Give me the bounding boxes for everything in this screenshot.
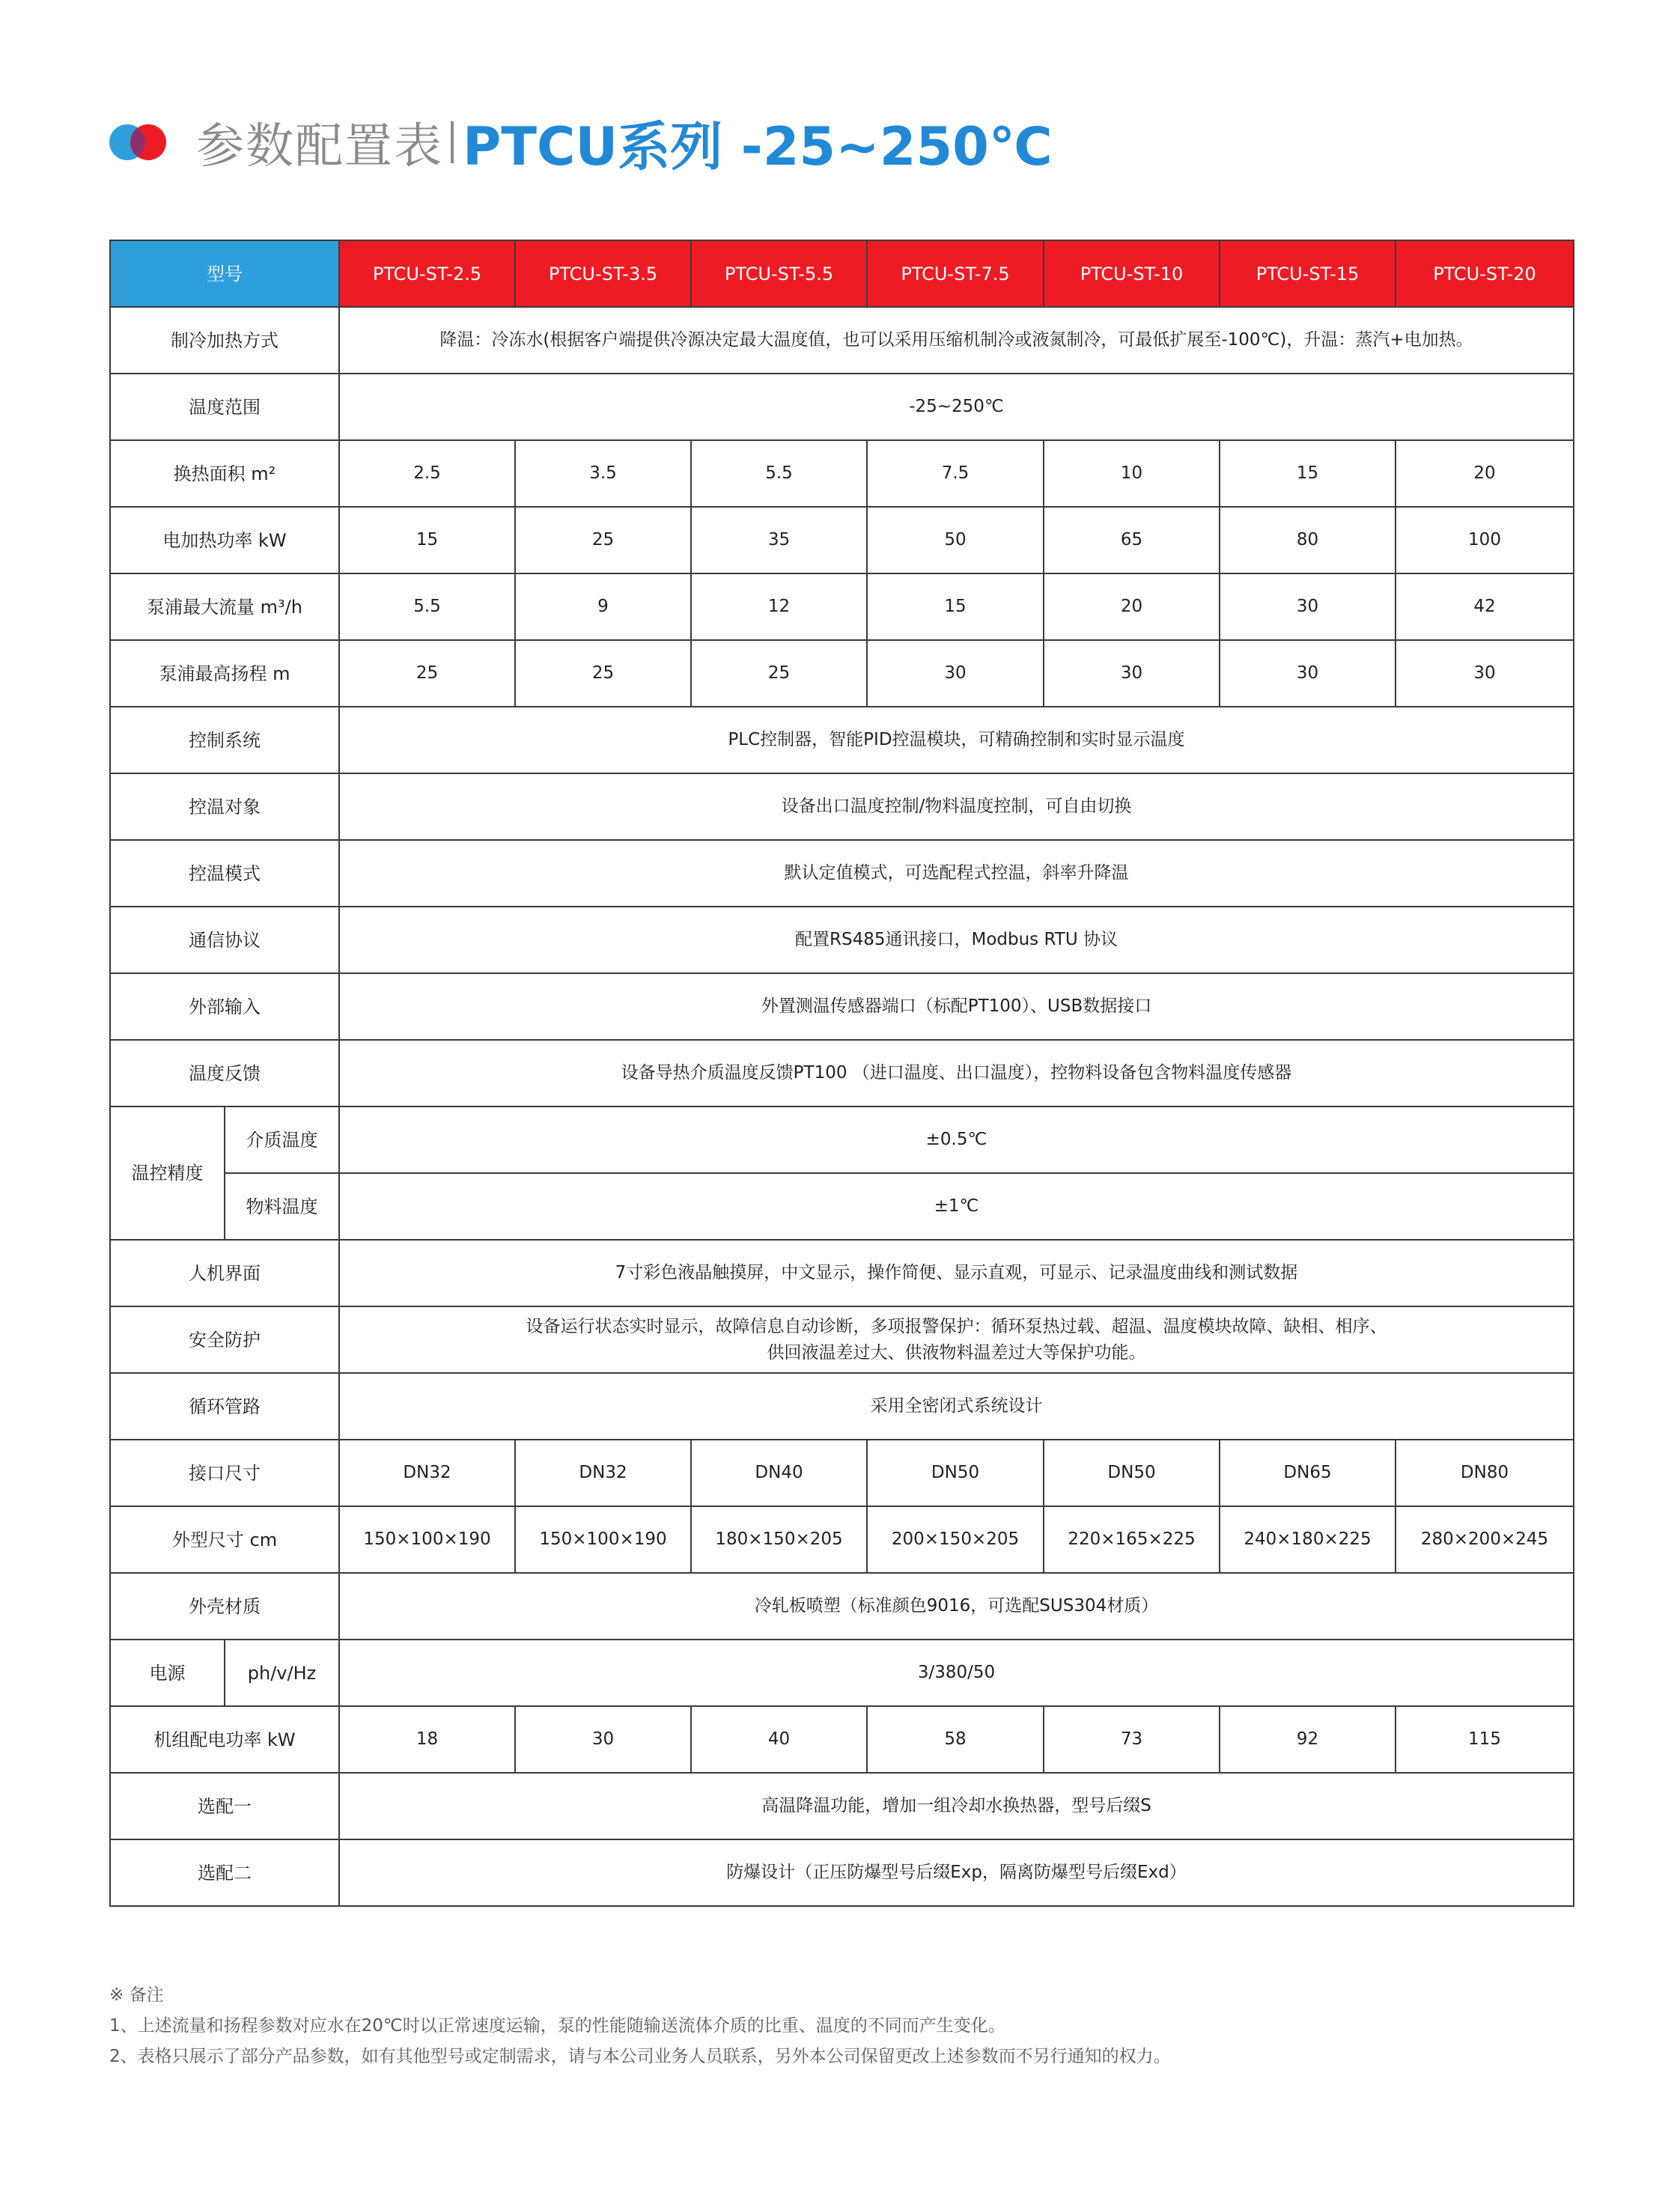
table-row xyxy=(110,374,1574,440)
table-row xyxy=(110,573,1574,640)
brand-logo-icon xyxy=(109,121,169,163)
table-cell: 18 xyxy=(339,1706,515,1773)
table-cell: 2.5 xyxy=(339,440,515,507)
row-value-line: 设备运行状态实时显示，故障信息自动诊断，多项报警保护：循环泵热过载、超温、温度模块故障、缺相、相序、 xyxy=(526,1317,1387,1336)
row-label: 温度范围 xyxy=(110,374,339,440)
title-series: PTCU系列 -25~250℃ xyxy=(463,115,1053,177)
table-cell: DN40 xyxy=(691,1440,867,1506)
table-cell: 92 xyxy=(1220,1706,1396,1773)
table-cell: 10 xyxy=(1044,440,1220,507)
table-cell: 50 xyxy=(867,507,1044,573)
model-header-cell: 型号 xyxy=(110,240,339,307)
row-value xyxy=(339,1306,1574,1373)
table-row xyxy=(110,1240,1574,1306)
table-row xyxy=(110,1040,1574,1106)
table-row xyxy=(110,707,1574,773)
table-cell: 80 xyxy=(1220,507,1396,573)
row-label: 选配一 xyxy=(110,1773,339,1839)
table-cell: 12 xyxy=(691,573,867,640)
table-row xyxy=(110,440,1574,507)
table-cell: 200×150×205 xyxy=(867,1506,1044,1573)
spec-table xyxy=(109,240,1574,1907)
row-value: 设备导热介质温度反馈PT100 （进口温度、出口温度），控物料设备包含物料温度传感器 xyxy=(339,1040,1574,1106)
table-row xyxy=(110,840,1574,907)
table-cell: 3.5 xyxy=(515,440,691,507)
row-value: 冷轧板喷塑（标准颜色9016，可选配SUS304材质） xyxy=(339,1573,1574,1640)
sub-label: 物料温度 xyxy=(225,1173,339,1240)
sub-label: 介质温度 xyxy=(225,1106,339,1173)
row-value: 设备出口温度控制/物料温度控制，可自由切换 xyxy=(339,773,1574,840)
row-label: 人机界面 xyxy=(110,1240,339,1306)
table-cell: 30 xyxy=(1396,640,1574,707)
table-cell: 15 xyxy=(867,573,1044,640)
table-cell: 5.5 xyxy=(339,573,515,640)
notes-title: ※ 备注 xyxy=(109,1985,164,2005)
table-cell: 40 xyxy=(691,1706,867,1773)
table-row xyxy=(110,1306,1574,1373)
row-label: 控温模式 xyxy=(110,840,339,907)
note-line: 2、表格只展示了部分产品参数，如有其他型号或定制需求，请与本公司业务人员联系，另外本公司保留更改上述参数而不另行通知的权力。 xyxy=(109,2047,1171,2066)
table-cell: 20 xyxy=(1396,440,1574,507)
table-cell: 30 xyxy=(1220,640,1396,707)
table-cell: 220×165×225 xyxy=(1044,1506,1220,1573)
row-label: 控制系统 xyxy=(110,707,339,773)
table-cell: 58 xyxy=(867,1706,1044,1773)
note-line: 1、上述流量和扬程参数对应水在20℃时以正常速度运输，泵的性能随输送流体介质的比重、温度的不同而产生变化。 xyxy=(109,2016,1005,2036)
model-cell: PTCU-ST-20 xyxy=(1396,240,1574,307)
table-row xyxy=(110,1373,1574,1440)
table-row xyxy=(110,1440,1574,1506)
table-cell: 100 xyxy=(1396,507,1574,573)
table-cell: 9 xyxy=(515,573,691,640)
model-cell: PTCU-ST-3.5 xyxy=(515,240,691,307)
model-cell: PTCU-ST-2.5 xyxy=(339,240,515,307)
table-row xyxy=(110,1506,1574,1573)
row-label: 机组配电功率 kW xyxy=(110,1706,339,1773)
row-value: 外置测温传感器端口（标配PT100）、USB数据接口 xyxy=(339,973,1574,1040)
model-cell: PTCU-ST-5.5 xyxy=(691,240,867,307)
table-row xyxy=(110,1573,1574,1640)
notes-section xyxy=(109,1980,1573,2072)
table-header-row xyxy=(110,240,1574,307)
row-label: 通信协议 xyxy=(110,907,339,973)
table-cell: 15 xyxy=(339,507,515,573)
row-label: 外型尺寸 cm xyxy=(110,1506,339,1573)
row-label: 安全防护 xyxy=(110,1306,339,1373)
row-value: ±0.5℃ xyxy=(339,1106,1574,1173)
table-cell: 35 xyxy=(691,507,867,573)
table-row xyxy=(110,1706,1574,1773)
row-value: 7寸彩色液晶触摸屏，中文显示，操作简便、显示直观，可显示、记录温度曲线和测试数据 xyxy=(339,1240,1574,1306)
table-row xyxy=(110,307,1574,374)
table-row xyxy=(110,1106,1574,1173)
table-cell: 5.5 xyxy=(691,440,867,507)
row-label: 外部输入 xyxy=(110,973,339,1040)
table-cell: 42 xyxy=(1396,573,1574,640)
table-cell: 30 xyxy=(1220,573,1396,640)
row-label: 控温对象 xyxy=(110,773,339,840)
row-label: 接口尺寸 xyxy=(110,1440,339,1506)
row-label: 换热面积 m² xyxy=(110,440,339,507)
table-cell: 150×100×190 xyxy=(515,1506,691,1573)
table-cell: 240×180×225 xyxy=(1220,1506,1396,1573)
row-label: 电源 xyxy=(110,1640,225,1706)
row-label: 温度反馈 xyxy=(110,1040,339,1106)
row-value: 3/380/50 xyxy=(339,1640,1574,1706)
page-title xyxy=(196,105,1053,180)
table-cell: DN80 xyxy=(1396,1440,1574,1506)
row-label: 制冷加热方式 xyxy=(110,307,339,374)
table-cell: 25 xyxy=(339,640,515,707)
table-row xyxy=(110,640,1574,707)
table-row xyxy=(110,1773,1574,1839)
table-cell: 7.5 xyxy=(867,440,1044,507)
title-main: 参数配置表 xyxy=(196,119,443,174)
table-cell: 25 xyxy=(515,640,691,707)
table-cell: 30 xyxy=(1044,640,1220,707)
row-value-line: 供回液温差过大、供液物料温差过大等保护功能。 xyxy=(767,1342,1146,1363)
table-row xyxy=(110,773,1574,840)
table-cell: 25 xyxy=(515,507,691,573)
row-value: 采用全密闭式系统设计 xyxy=(339,1373,1574,1440)
table-cell: 15 xyxy=(1220,440,1396,507)
row-label: 外壳材质 xyxy=(110,1573,339,1640)
model-cell: PTCU-ST-7.5 xyxy=(867,240,1044,307)
table-cell: 65 xyxy=(1044,507,1220,573)
row-value: -25~250℃ xyxy=(339,374,1574,440)
row-value: ±1℃ xyxy=(339,1173,1574,1240)
table-cell: 30 xyxy=(515,1706,691,1773)
row-label: 泵浦最大流量 m³/h xyxy=(110,573,339,640)
row-value: 默认定值模式，可选配程式控温，斜率升降温 xyxy=(339,840,1574,907)
table-cell: 25 xyxy=(691,640,867,707)
table-cell: 180×150×205 xyxy=(691,1506,867,1573)
row-value: 防爆设计（正压防爆型号后缀Exp，隔离防爆型号后缀Exd） xyxy=(339,1839,1574,1906)
page-header xyxy=(109,105,1532,180)
row-label: 电加热功率 kW xyxy=(110,507,339,573)
row-value: 配置RS485通讯接口，Modbus RTU 协议 xyxy=(339,907,1574,973)
table-row xyxy=(110,507,1574,573)
table-row xyxy=(110,1640,1574,1706)
table-cell: DN32 xyxy=(339,1440,515,1506)
table-row xyxy=(110,1173,1574,1240)
table-cell: DN50 xyxy=(1044,1440,1220,1506)
table-row xyxy=(110,907,1574,973)
row-label: 温控精度 xyxy=(110,1106,225,1240)
model-cell: PTCU-ST-10 xyxy=(1044,240,1220,307)
row-label: 循环管路 xyxy=(110,1373,339,1440)
table-cell: 150×100×190 xyxy=(339,1506,515,1573)
row-value: 降温：冷冻水(根据客户端提供冷源决定最大温度值，也可以采用压缩机制冷或液氮制冷，可最低扩展至-100℃)，升温：蒸汽+电加热。 xyxy=(339,307,1574,374)
row-value: PLC控制器，智能PID控温模块，可精确控制和实时显示温度 xyxy=(339,707,1574,773)
table-row xyxy=(110,973,1574,1040)
row-label: 泵浦最高扬程 m xyxy=(110,640,339,707)
title-divider xyxy=(451,121,454,163)
table-cell: DN32 xyxy=(515,1440,691,1506)
table-cell: 30 xyxy=(867,640,1044,707)
model-cell: PTCU-ST-15 xyxy=(1220,240,1396,307)
table-cell: DN65 xyxy=(1220,1440,1396,1506)
table-row xyxy=(110,1839,1574,1906)
row-label: 选配二 xyxy=(110,1839,339,1906)
sub-label: ph/v/Hz xyxy=(225,1640,339,1706)
table-cell: 20 xyxy=(1044,573,1220,640)
table-cell: 73 xyxy=(1044,1706,1220,1773)
table-cell: 115 xyxy=(1396,1706,1574,1773)
table-cell: 280×200×245 xyxy=(1396,1506,1574,1573)
table-cell: DN50 xyxy=(867,1440,1044,1506)
row-value: 高温降温功能，增加一组冷却水换热器，型号后缀S xyxy=(339,1773,1574,1839)
